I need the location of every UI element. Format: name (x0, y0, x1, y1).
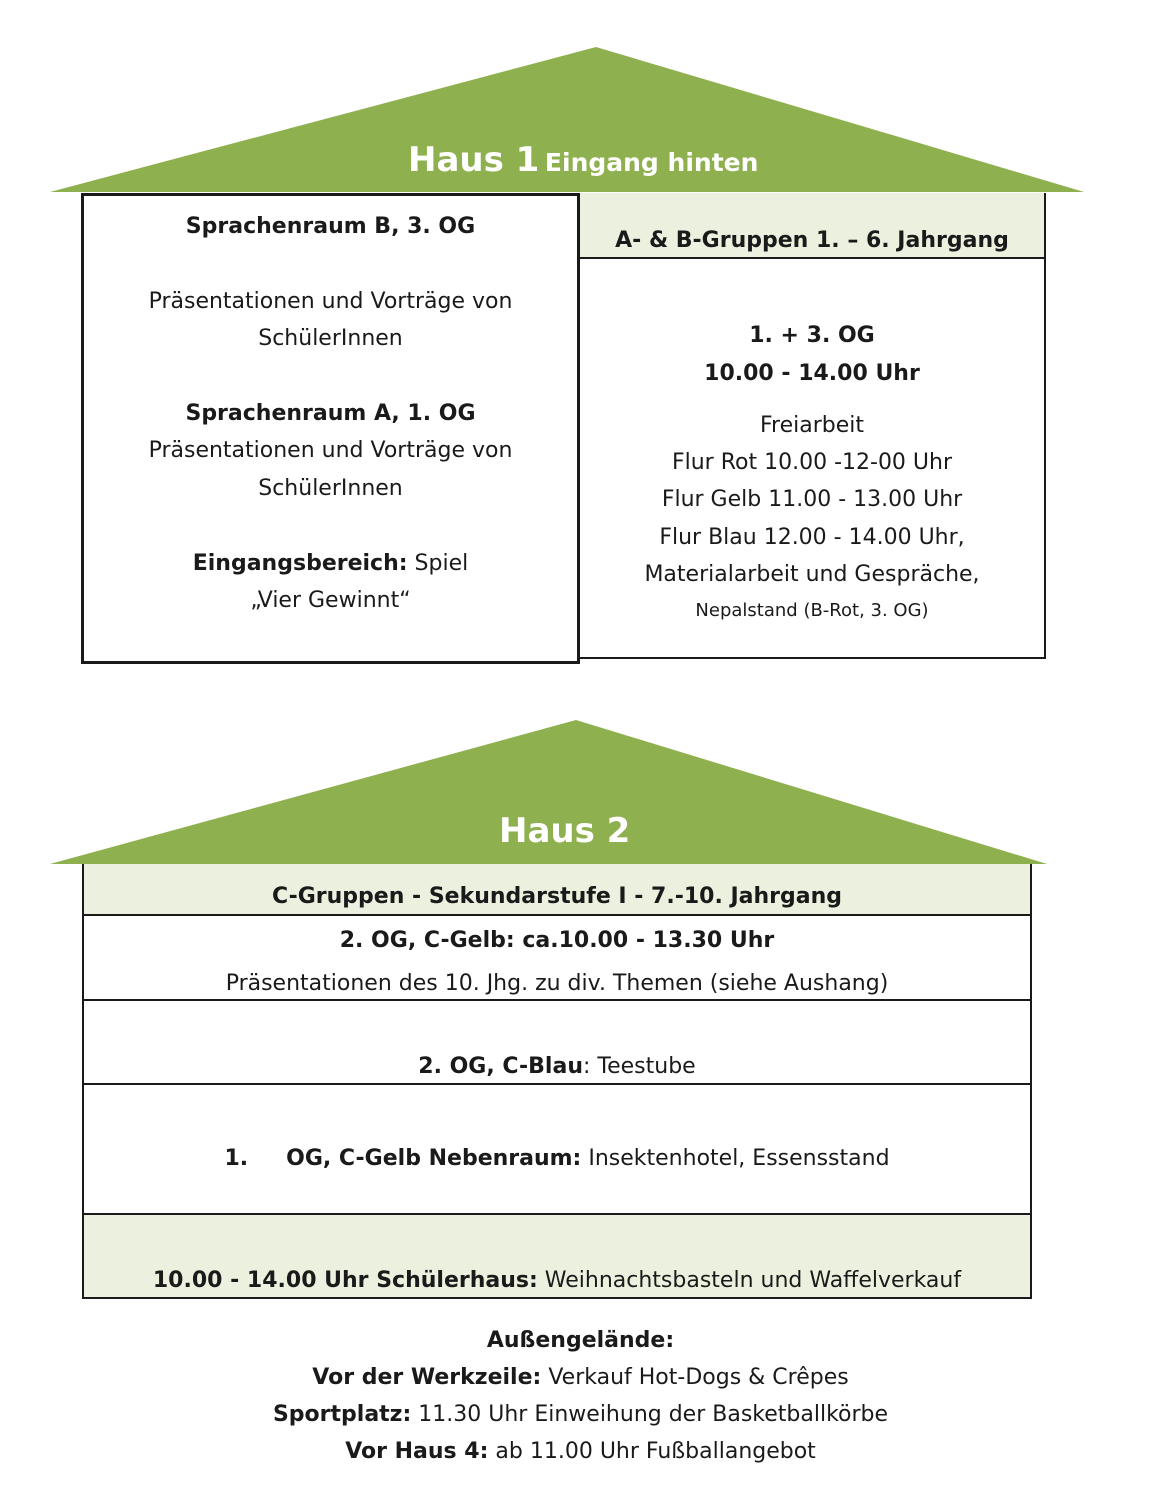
room-a-text-1: Präsentationen und Vorträge von (148, 438, 513, 463)
haus1-title-sub: Eingang hinten (544, 148, 759, 177)
haus2-table (82, 864, 1032, 1299)
outdoor-item-1-label: Sportplatz: (272, 1402, 412, 1427)
haus2-row4-text: Weihnachtsbasteln und Waffelverkauf (537, 1268, 962, 1293)
haus1-right-header (580, 193, 1046, 259)
outdoor-item-2 (0, 1433, 1161, 1470)
haus1-floors: 1. + 3. OG (749, 323, 875, 348)
haus2-row3-text: Insektenhotel, Essensstand (581, 1146, 890, 1171)
haus2-row-1 (84, 916, 1030, 1001)
outdoor-item-0-text: Verkauf Hot-Dogs & Crêpes (541, 1365, 849, 1390)
haus1-time: 10.00 - 14.00 Uhr (704, 361, 920, 386)
haus2-row2-bold: 2. OG, C-Blau (418, 1054, 583, 1079)
entrance-game: „Vier Gewinnt“ (250, 588, 411, 613)
haus2-row2-line (84, 1048, 1030, 1085)
haus1-line-4: Materialarbeit und Gespräche, (644, 562, 980, 587)
haus2-row-2 (84, 1001, 1030, 1085)
haus1-right-box (580, 259, 1046, 659)
entrance-text: Spiel (414, 551, 469, 576)
haus2-row3-bold: OG, C-Gelb Nebenraum: (286, 1146, 582, 1171)
haus2-row1-text: Präsentationen des 10. Jhg. zu div. Themen (siehe Aushang) (225, 971, 889, 996)
haus2-title (499, 806, 630, 856)
haus1-title (408, 135, 758, 185)
haus2-header-text: C-Gruppen - Sekundarstufe I - 7.-10. Jahrgang (271, 884, 843, 909)
outdoor-item-1-text: 11.30 Uhr Einweihung der Basketballkörbe (411, 1402, 889, 1427)
outdoor-item-1 (0, 1396, 1161, 1433)
outdoor-item-0-label: Vor der Werkzeile: (312, 1365, 542, 1390)
haus2-row3-num: 1. (224, 1146, 249, 1171)
haus2-title-main: Haus 2 (499, 811, 631, 851)
haus2-row4-line (84, 1262, 1030, 1299)
outdoor-item-2-label: Vor Haus 4: (345, 1439, 489, 1464)
haus1-line-2: Flur Gelb 11.00 - 13.00 Uhr (661, 487, 963, 512)
room-b-text-1: Präsentationen und Vorträge von (148, 289, 513, 314)
haus1-title-main: Haus 1 (408, 140, 540, 180)
haus2-row3-line (84, 1140, 1030, 1177)
entrance-label: Eingangsbereich: (192, 551, 408, 576)
entrance-line (84, 545, 577, 582)
outdoor-title: Außengelände: (486, 1328, 675, 1353)
haus1-left-box (81, 193, 580, 664)
haus2-row4-bold: 10.00 - 14.00 Uhr Schülerhaus: (152, 1268, 538, 1293)
haus2-header-row (84, 864, 1030, 916)
haus1-right-header-text: A- & B-Gruppen 1. – 6. Jahrgang (615, 228, 1009, 253)
haus2-row2-text: : Teestube (582, 1054, 696, 1079)
haus1-line-3: Flur Blau 12.00 - 14.00 Uhr, (659, 525, 965, 550)
outdoor-item-2-text: ab 11.00 Uhr Fußballangebot (488, 1439, 816, 1464)
haus1-line-1: Flur Rot 10.00 -12-00 Uhr (671, 450, 953, 475)
haus1-line-0: Freiarbeit (759, 413, 865, 438)
haus1-note: Nepalstand (B-Rot, 3. OG) (695, 600, 929, 621)
room-a-text-2: SchülerInnen (258, 476, 403, 501)
haus2-row-3 (84, 1085, 1030, 1215)
room-b-text-2: SchülerInnen (258, 326, 403, 351)
haus2-row-4 (84, 1215, 1030, 1297)
haus2-row1-bold: 2. OG, C-Gelb: ca.10.00 - 13.30 Uhr (339, 928, 775, 953)
outdoor-section (0, 1322, 1161, 1472)
room-a-title: Sprachenraum A, 1. OG (185, 401, 476, 426)
room-b-title: Sprachenraum B, 3. OG (185, 214, 476, 239)
outdoor-item-0 (0, 1359, 1161, 1396)
